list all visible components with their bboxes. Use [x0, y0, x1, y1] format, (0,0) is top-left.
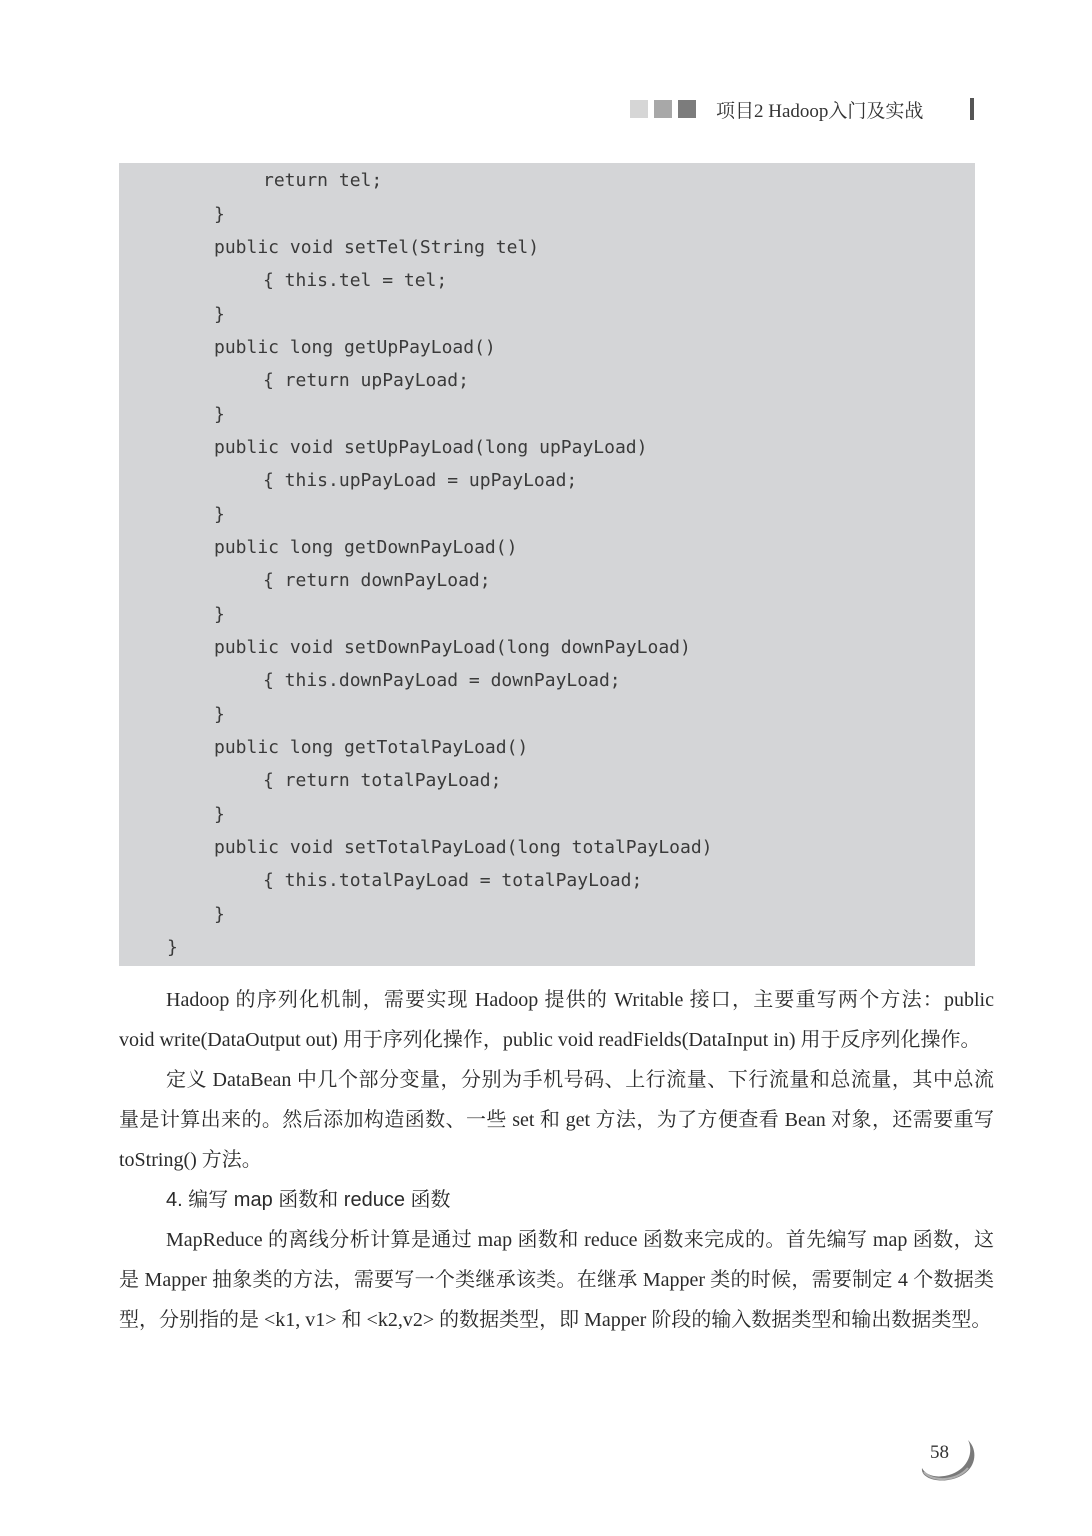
code-line: { return downPayLoad;	[263, 570, 491, 591]
header-title: 项目2 Hadoop入门及实战	[716, 101, 924, 122]
code-block	[119, 163, 975, 966]
code-line: public long getTotalPayLoad()	[214, 737, 529, 758]
page-number-badge	[916, 1428, 980, 1486]
header-square-mid	[654, 100, 672, 118]
page-number: 58	[930, 1442, 949, 1463]
code-line: public void setTotalPayLoad(long totalPayLoad)	[214, 837, 713, 858]
code-line: public long getUpPayLoad()	[214, 337, 496, 358]
code-line: }	[167, 937, 178, 958]
code-line: public long getDownPayLoad()	[214, 537, 518, 558]
page-header	[0, 96, 1092, 128]
paragraph-mapreduce: MapReduce 的离线分析计算是通过 map 函数和 reduce 函数来完成的。首先编写 map 函数，这是 Mapper 抽象类的方法，需要写一个类继承该类。在继承 Mapper 类的时候，需要制定 4 个数据类型，分别指的是 <k1, v1> 和 <k2,v2> 的数据类型，即 Mapper 阶段的输入数据类型和输出数据类型。	[119, 1229, 994, 1331]
code-line: }	[214, 804, 225, 825]
code-line: { this.totalPayLoad = totalPayLoad;	[263, 870, 643, 891]
code-line: }	[214, 704, 225, 725]
header-square-light	[630, 100, 648, 118]
code-line: public void setTel(String tel)	[214, 237, 540, 258]
code-line: { return upPayLoad;	[263, 370, 469, 391]
body-text	[119, 980, 994, 1340]
code-line: public void setUpPayLoad(long upPayLoad)	[214, 437, 648, 458]
code-line: { this.upPayLoad = upPayLoad;	[263, 470, 578, 491]
code-line: }	[214, 404, 225, 425]
code-line: { this.downPayLoad = downPayLoad;	[263, 670, 621, 691]
section-heading: 4. 编写 map 函数和 reduce 函数	[166, 1189, 451, 1211]
code-line: }	[214, 304, 225, 325]
code-line: }	[214, 604, 225, 625]
code-line: public void setDownPayLoad(long downPayLoad)	[214, 637, 691, 658]
code-line: { return totalPayLoad;	[263, 770, 502, 791]
code-line: { this.tel = tel;	[263, 270, 448, 291]
code-line: return tel;	[263, 170, 383, 191]
code-line: }	[214, 204, 225, 225]
paragraph-serialization: Hadoop 的序列化机制，需要实现 Hadoop 提供的 Writable 接口，主要重写两个方法：public void write(DataOutput out) 用于序列化操作，public void readFields(DataInput in) 用于反序列化操作。	[119, 989, 994, 1051]
header-square-dark	[678, 100, 696, 118]
header-bar	[970, 98, 974, 120]
code-line: }	[214, 504, 225, 525]
paragraph-databean: 定义 DataBean 中几个部分变量，分别为手机号码、上行流量、下行流量和总流量，其中总流量是计算出来的。然后添加构造函数、一些 set 和 get 方法，为了方便查看 Bean 对象，还需要重写 toString() 方法。	[119, 1069, 994, 1171]
code-line: }	[214, 904, 225, 925]
